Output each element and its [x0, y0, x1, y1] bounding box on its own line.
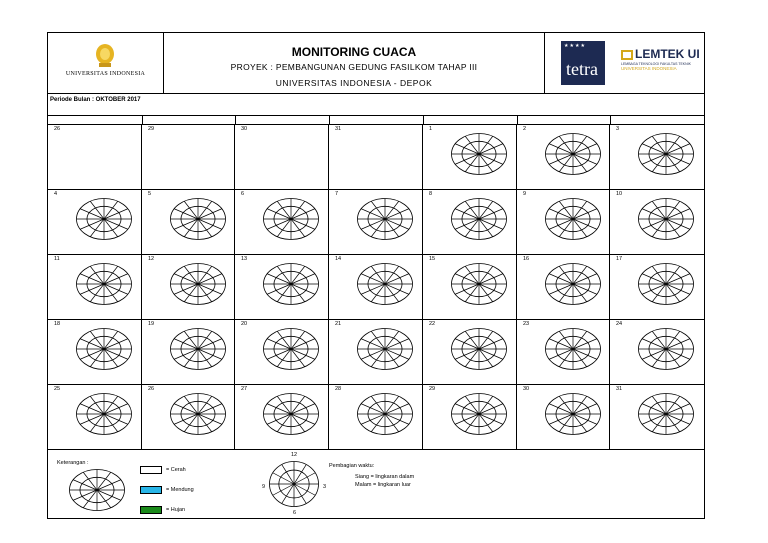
day-number: 17 [616, 256, 623, 262]
day-cell[interactable] [48, 385, 142, 450]
legend-item-hujan: = Hujan [166, 507, 186, 513]
weather-wheel-icon[interactable] [262, 392, 320, 436]
weather-wheel-icon[interactable] [544, 262, 602, 306]
tetra-logo [561, 41, 605, 85]
day-cell[interactable] [610, 385, 704, 450]
day-cell[interactable] [517, 125, 610, 190]
day-cell[interactable] [329, 385, 423, 450]
header-strip [48, 115, 704, 125]
day-number: 4 [54, 191, 58, 197]
weather-wheel-icon[interactable] [637, 197, 695, 241]
day-cell[interactable] [142, 385, 235, 450]
day-cell[interactable] [142, 125, 235, 190]
weather-wheel-icon[interactable] [262, 197, 320, 241]
makara-logo-icon [94, 42, 116, 68]
day-cell[interactable] [610, 190, 704, 255]
day-cell[interactable] [235, 190, 329, 255]
legend-wheel-icon [68, 468, 126, 512]
university-logo-text: UNIVERSITAS INDONESIA [65, 71, 146, 77]
partner-logos [544, 33, 705, 93]
legend [48, 450, 704, 518]
day-cell[interactable] [142, 320, 235, 385]
day-number: 13 [241, 256, 248, 262]
day-number: 9 [523, 191, 527, 197]
weather-wheel-icon[interactable] [75, 262, 133, 306]
day-number: 23 [523, 321, 530, 327]
swatch-cerah [140, 466, 162, 474]
clock-wheel-icon [268, 460, 320, 508]
day-cell[interactable] [423, 385, 517, 450]
day-number: 19 [148, 321, 155, 327]
weather-wheel-icon[interactable] [450, 327, 508, 371]
day-number: 6 [241, 191, 245, 197]
weather-wheel-icon[interactable] [262, 327, 320, 371]
day-cell[interactable] [48, 190, 142, 255]
title-block [164, 33, 544, 93]
day-number: 10 [616, 191, 623, 197]
day-cell[interactable] [423, 190, 517, 255]
legend-item-cerah: = Cerah [166, 467, 186, 473]
clock-label-6: 6 [293, 510, 297, 516]
weather-wheel-icon[interactable] [169, 262, 227, 306]
project-subtitle: PROYEK : PEMBANGUNAN GEDUNG FASILKOM TAHAP III [230, 62, 478, 72]
day-cell[interactable] [517, 190, 610, 255]
day-number: 15 [429, 256, 436, 262]
weather-wheel-icon[interactable] [356, 197, 414, 241]
day-number: 3 [616, 126, 620, 132]
day-number: 16 [523, 256, 530, 262]
lemtek-logo-text: LEMTEK UI [635, 47, 700, 61]
period-label: Periode Bulan : OKTOBER 2017 [50, 97, 141, 103]
day-number: 30 [523, 386, 530, 392]
day-cell[interactable] [142, 190, 235, 255]
day-number: 1 [429, 126, 433, 132]
tetra-logo-text: tetra [566, 59, 598, 79]
day-cell[interactable] [517, 385, 610, 450]
day-cell[interactable] [423, 125, 517, 190]
day-cell[interactable] [48, 255, 142, 320]
day-number: 18 [54, 321, 61, 327]
weather-wheel-icon[interactable] [544, 327, 602, 371]
day-number: 28 [335, 386, 342, 392]
day-cell[interactable] [329, 320, 423, 385]
weather-wheel-icon[interactable] [637, 132, 695, 176]
star-icon: ★★★★ [564, 43, 586, 49]
day-number: 2 [523, 126, 527, 132]
strip-divider [517, 115, 518, 124]
legend-title: Keterangan : [57, 460, 89, 466]
day-number: 22 [429, 321, 436, 327]
day-cell[interactable] [48, 125, 142, 190]
weather-wheel-icon[interactable] [75, 327, 133, 371]
day-number: 12 [148, 256, 155, 262]
weather-wheel-icon[interactable] [356, 392, 414, 436]
header [48, 33, 704, 94]
day-number: 31 [335, 126, 342, 132]
day-number: 7 [335, 191, 339, 197]
day-cell[interactable] [329, 125, 423, 190]
day-cell[interactable] [235, 125, 329, 190]
day-number: 26 [148, 386, 155, 392]
day-number: 29 [429, 386, 436, 392]
day-number: 24 [616, 321, 623, 327]
day-number: 20 [241, 321, 248, 327]
day-number: 14 [335, 256, 342, 262]
strip-divider [142, 115, 143, 124]
clock-label-3: 3 [323, 484, 327, 490]
weather-wheel-icon[interactable] [450, 132, 508, 176]
weather-wheel-icon[interactable] [544, 392, 602, 436]
swatch-mendung [140, 486, 162, 494]
day-cell[interactable] [235, 255, 329, 320]
weather-wheel-icon[interactable] [544, 132, 602, 176]
day-cell[interactable] [329, 255, 423, 320]
weather-wheel-icon[interactable] [544, 197, 602, 241]
lemtek-univ-text: UNIVERSITAS INDONESIA [621, 66, 677, 71]
day-cell[interactable] [610, 125, 704, 190]
lemtek-logo [621, 47, 701, 77]
strip-divider [423, 115, 424, 124]
day-cell[interactable] [329, 190, 423, 255]
swatch-hujan [140, 506, 162, 514]
weather-wheel-icon[interactable] [637, 392, 695, 436]
strip-divider [329, 115, 330, 124]
location-subtitle: UNIVERSITAS INDONESIA - DEPOK [275, 78, 433, 88]
weather-wheel-icon[interactable] [75, 197, 133, 241]
university-logo-block [48, 33, 164, 93]
day-number: 21 [335, 321, 342, 327]
day-cell[interactable] [235, 385, 329, 450]
day-cell[interactable] [235, 320, 329, 385]
day-number: 11 [54, 256, 60, 262]
day-number: 8 [429, 191, 433, 197]
weather-wheel-icon[interactable] [262, 262, 320, 306]
division-night: Malam = lingkaran luar [355, 482, 411, 488]
page-title: MONITORING CUACA [291, 45, 417, 59]
day-cell[interactable] [610, 255, 704, 320]
division-day: Siang = lingkaran dalam [355, 474, 415, 480]
day-number: 27 [241, 386, 248, 392]
weather-wheel-icon[interactable] [450, 262, 508, 306]
weather-wheel-icon[interactable] [356, 262, 414, 306]
day-number: 30 [241, 126, 248, 132]
weather-wheel-icon[interactable] [75, 392, 133, 436]
day-number: 29 [148, 126, 155, 132]
day-cell[interactable] [142, 255, 235, 320]
weather-wheel-icon[interactable] [637, 262, 695, 306]
lemtek-box-icon [621, 50, 633, 60]
period-row [48, 93, 704, 116]
strip-divider [610, 115, 611, 124]
day-cell[interactable] [517, 255, 610, 320]
day-cell[interactable] [423, 320, 517, 385]
weather-wheel-icon[interactable] [169, 327, 227, 371]
weather-wheel-icon[interactable] [169, 392, 227, 436]
weather-wheel-icon[interactable] [637, 327, 695, 371]
lemtek-sub-text: LEMBAGA TEKNOLOGI FAKULTAS TEKNIK [621, 62, 691, 66]
clock-label-9: 9 [262, 484, 266, 490]
weather-wheel-icon[interactable] [169, 197, 227, 241]
calendar-grid [48, 125, 704, 450]
day-cell[interactable] [610, 320, 704, 385]
day-number: 31 [616, 386, 623, 392]
day-number: 25 [54, 386, 61, 392]
weather-wheel-icon[interactable] [450, 392, 508, 436]
strip-divider [235, 115, 236, 124]
legend-item-mendung: = Mendung [166, 487, 194, 493]
day-cell[interactable] [517, 320, 610, 385]
clock-label-12: 12 [291, 452, 298, 458]
division-title: Pembagian waktu: [329, 463, 375, 469]
weather-monitoring-sheet [47, 32, 705, 519]
weather-wheel-icon[interactable] [450, 197, 508, 241]
day-number: 5 [148, 191, 152, 197]
day-number: 26 [54, 126, 61, 132]
day-cell[interactable] [48, 320, 142, 385]
weather-wheel-icon[interactable] [356, 327, 414, 371]
day-cell[interactable] [423, 255, 517, 320]
